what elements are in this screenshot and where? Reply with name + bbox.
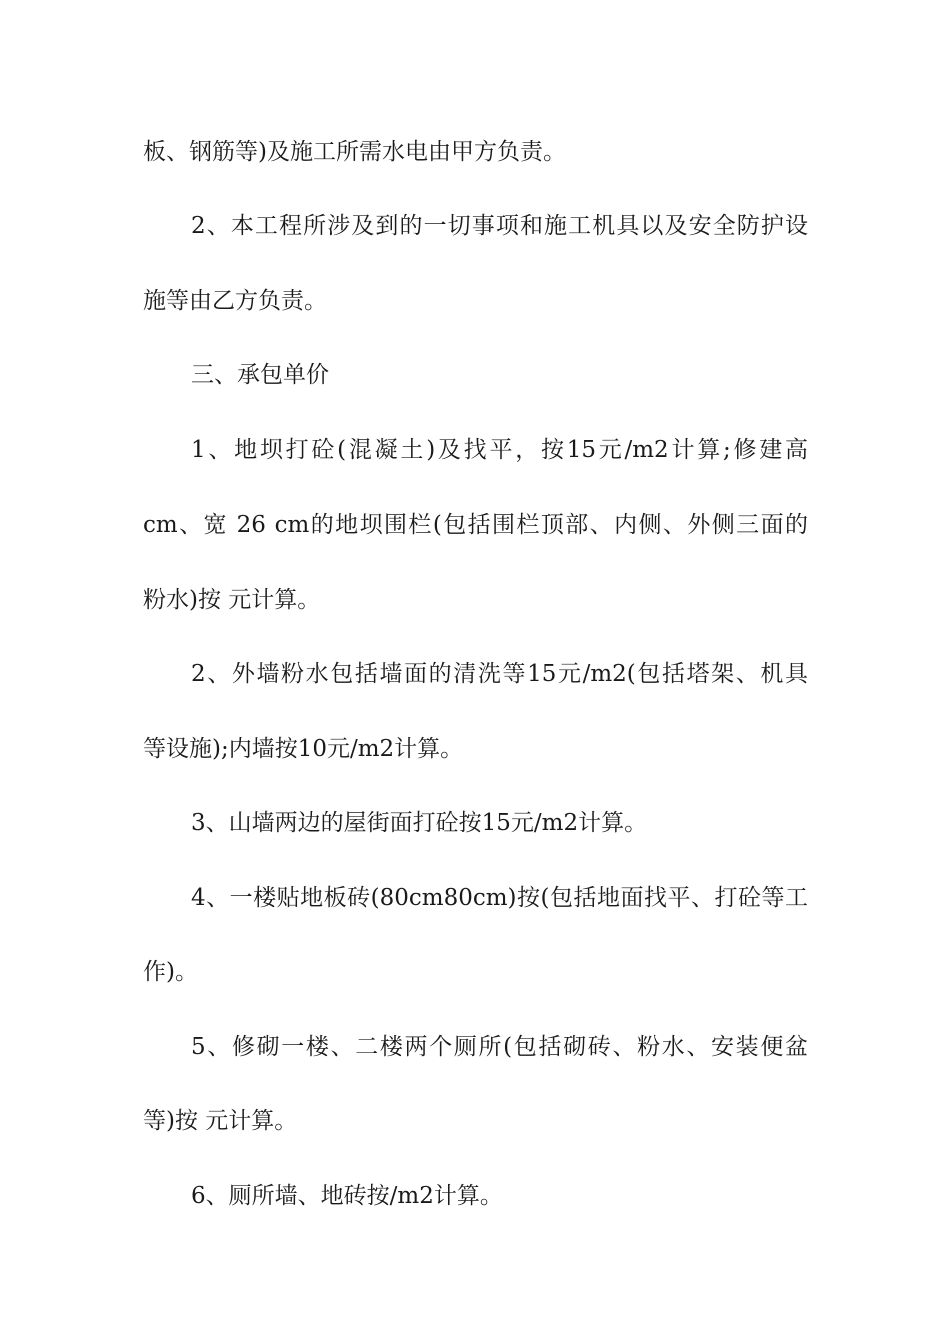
text-line: 3、山墙两边的屋街面打砼按15元/m2计算。 — [191, 810, 648, 836]
text-line: 5、修砌一楼、二楼两个厕所(包括砌砖、粉水、安装便盆 — [191, 1034, 808, 1060]
text-line: 板、钢筋等)及施工所需水电由甲方负责。 — [143, 139, 566, 165]
text-line: 6、厕所墙、地砖按/m2计算。 — [191, 1183, 503, 1209]
text-line: 2、外墙粉水包括墙面的清洗等15元/m2(包括塔架、机具 — [191, 661, 808, 687]
text-line: 2、本工程所涉及到的一切事项和施工机具以及安全防护设 — [191, 213, 808, 239]
section-heading: 三、承包单价 — [191, 362, 329, 388]
text-line: 等设施);内墙按10元/m2计算。 — [143, 736, 464, 762]
text-line: 施等由乙方负责。 — [143, 288, 327, 314]
text-line: 1、地坝打砼(混凝土)及找平，按15元/m2计算;修建高 — [191, 437, 808, 463]
text-line: 粉水)按 元计算。 — [143, 587, 321, 613]
text-line: cm、宽 26 cm的地坝围栏(包括围栏顶部、内侧、外侧三面的 — [143, 512, 808, 538]
text-line: 作)。 — [143, 959, 198, 985]
text-line: 等)按 元计算。 — [143, 1108, 298, 1134]
text-line: 4、一楼贴地板砖(80cm80cm)按(包括地面找平、打砼等工 — [191, 885, 808, 911]
